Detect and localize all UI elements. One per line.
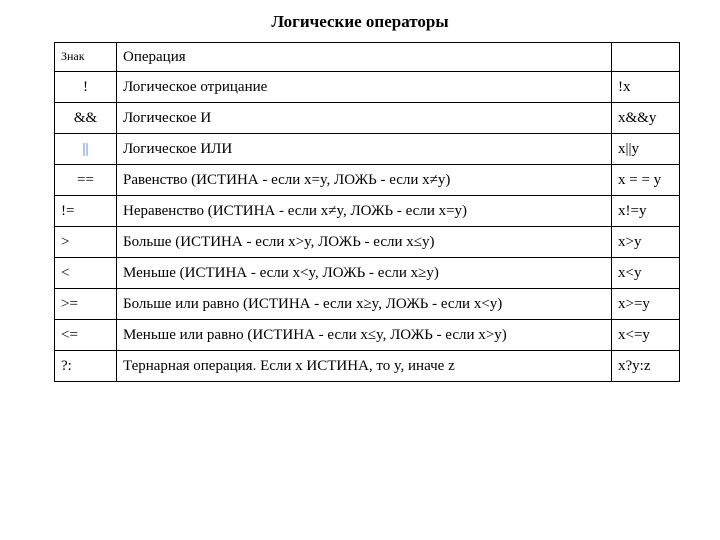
cell-sign: > <box>55 227 117 258</box>
table-row <box>55 351 680 382</box>
cell-example: x||y <box>612 134 680 165</box>
header-example <box>612 43 680 72</box>
cell-sign: >= <box>55 289 117 320</box>
table-row <box>55 289 680 320</box>
cell-operation: Больше (ИСТИНА - если x>y, ЛОЖЬ - если x≤y) <box>117 227 612 258</box>
table-row <box>55 258 680 289</box>
cell-sign: <= <box>55 320 117 351</box>
cell-example: x<y <box>612 258 680 289</box>
cell-example: x>y <box>612 227 680 258</box>
cell-operation: Логическое ИЛИ <box>117 134 612 165</box>
cell-sign: ! <box>55 72 117 103</box>
operators-table <box>54 42 680 382</box>
cell-sign: == <box>55 165 117 196</box>
table-row <box>55 196 680 227</box>
table-row <box>55 320 680 351</box>
cell-sign: != <box>55 196 117 227</box>
cell-example: x!=y <box>612 196 680 227</box>
cell-example: x?y:z <box>612 351 680 382</box>
cell-example: x<=y <box>612 320 680 351</box>
cell-operation: Больше или равно (ИСТИНА - если x≥y, ЛОЖЬ - если x<y) <box>117 289 612 320</box>
table-header-row <box>55 43 680 72</box>
cell-operation: Неравенство (ИСТИНА - если x≠y, ЛОЖЬ - если x=y) <box>117 196 612 227</box>
cell-operation: Тернарная операция. Если x ИСТИНА, то y, иначе z <box>117 351 612 382</box>
cell-example: x&&y <box>612 103 680 134</box>
table-row <box>55 103 680 134</box>
header-operation: Операция <box>117 43 612 72</box>
cell-example: !x <box>612 72 680 103</box>
cell-operation: Меньше (ИСТИНА - если x<y, ЛОЖЬ - если x≥y) <box>117 258 612 289</box>
table-row <box>55 134 680 165</box>
cell-operation: Меньше или равно (ИСТИНА - если x≤y, ЛОЖЬ - если x>y) <box>117 320 612 351</box>
page-title: Логические операторы <box>271 12 449 31</box>
cell-sign: ?: <box>55 351 117 382</box>
cell-sign: < <box>55 258 117 289</box>
header-sign: Знак <box>55 43 117 72</box>
cell-operation: Логическое отрицание <box>117 72 612 103</box>
cell-operation: Равенство (ИСТИНА - если x=y, ЛОЖЬ - если x≠y) <box>117 165 612 196</box>
cell-sign: || <box>55 134 117 165</box>
cell-example: x>=y <box>612 289 680 320</box>
cell-example: x = = y <box>612 165 680 196</box>
table-row <box>55 72 680 103</box>
table-row <box>55 165 680 196</box>
cell-sign: && <box>55 103 117 134</box>
cell-operation: Логическое И <box>117 103 612 134</box>
table-row <box>55 227 680 258</box>
